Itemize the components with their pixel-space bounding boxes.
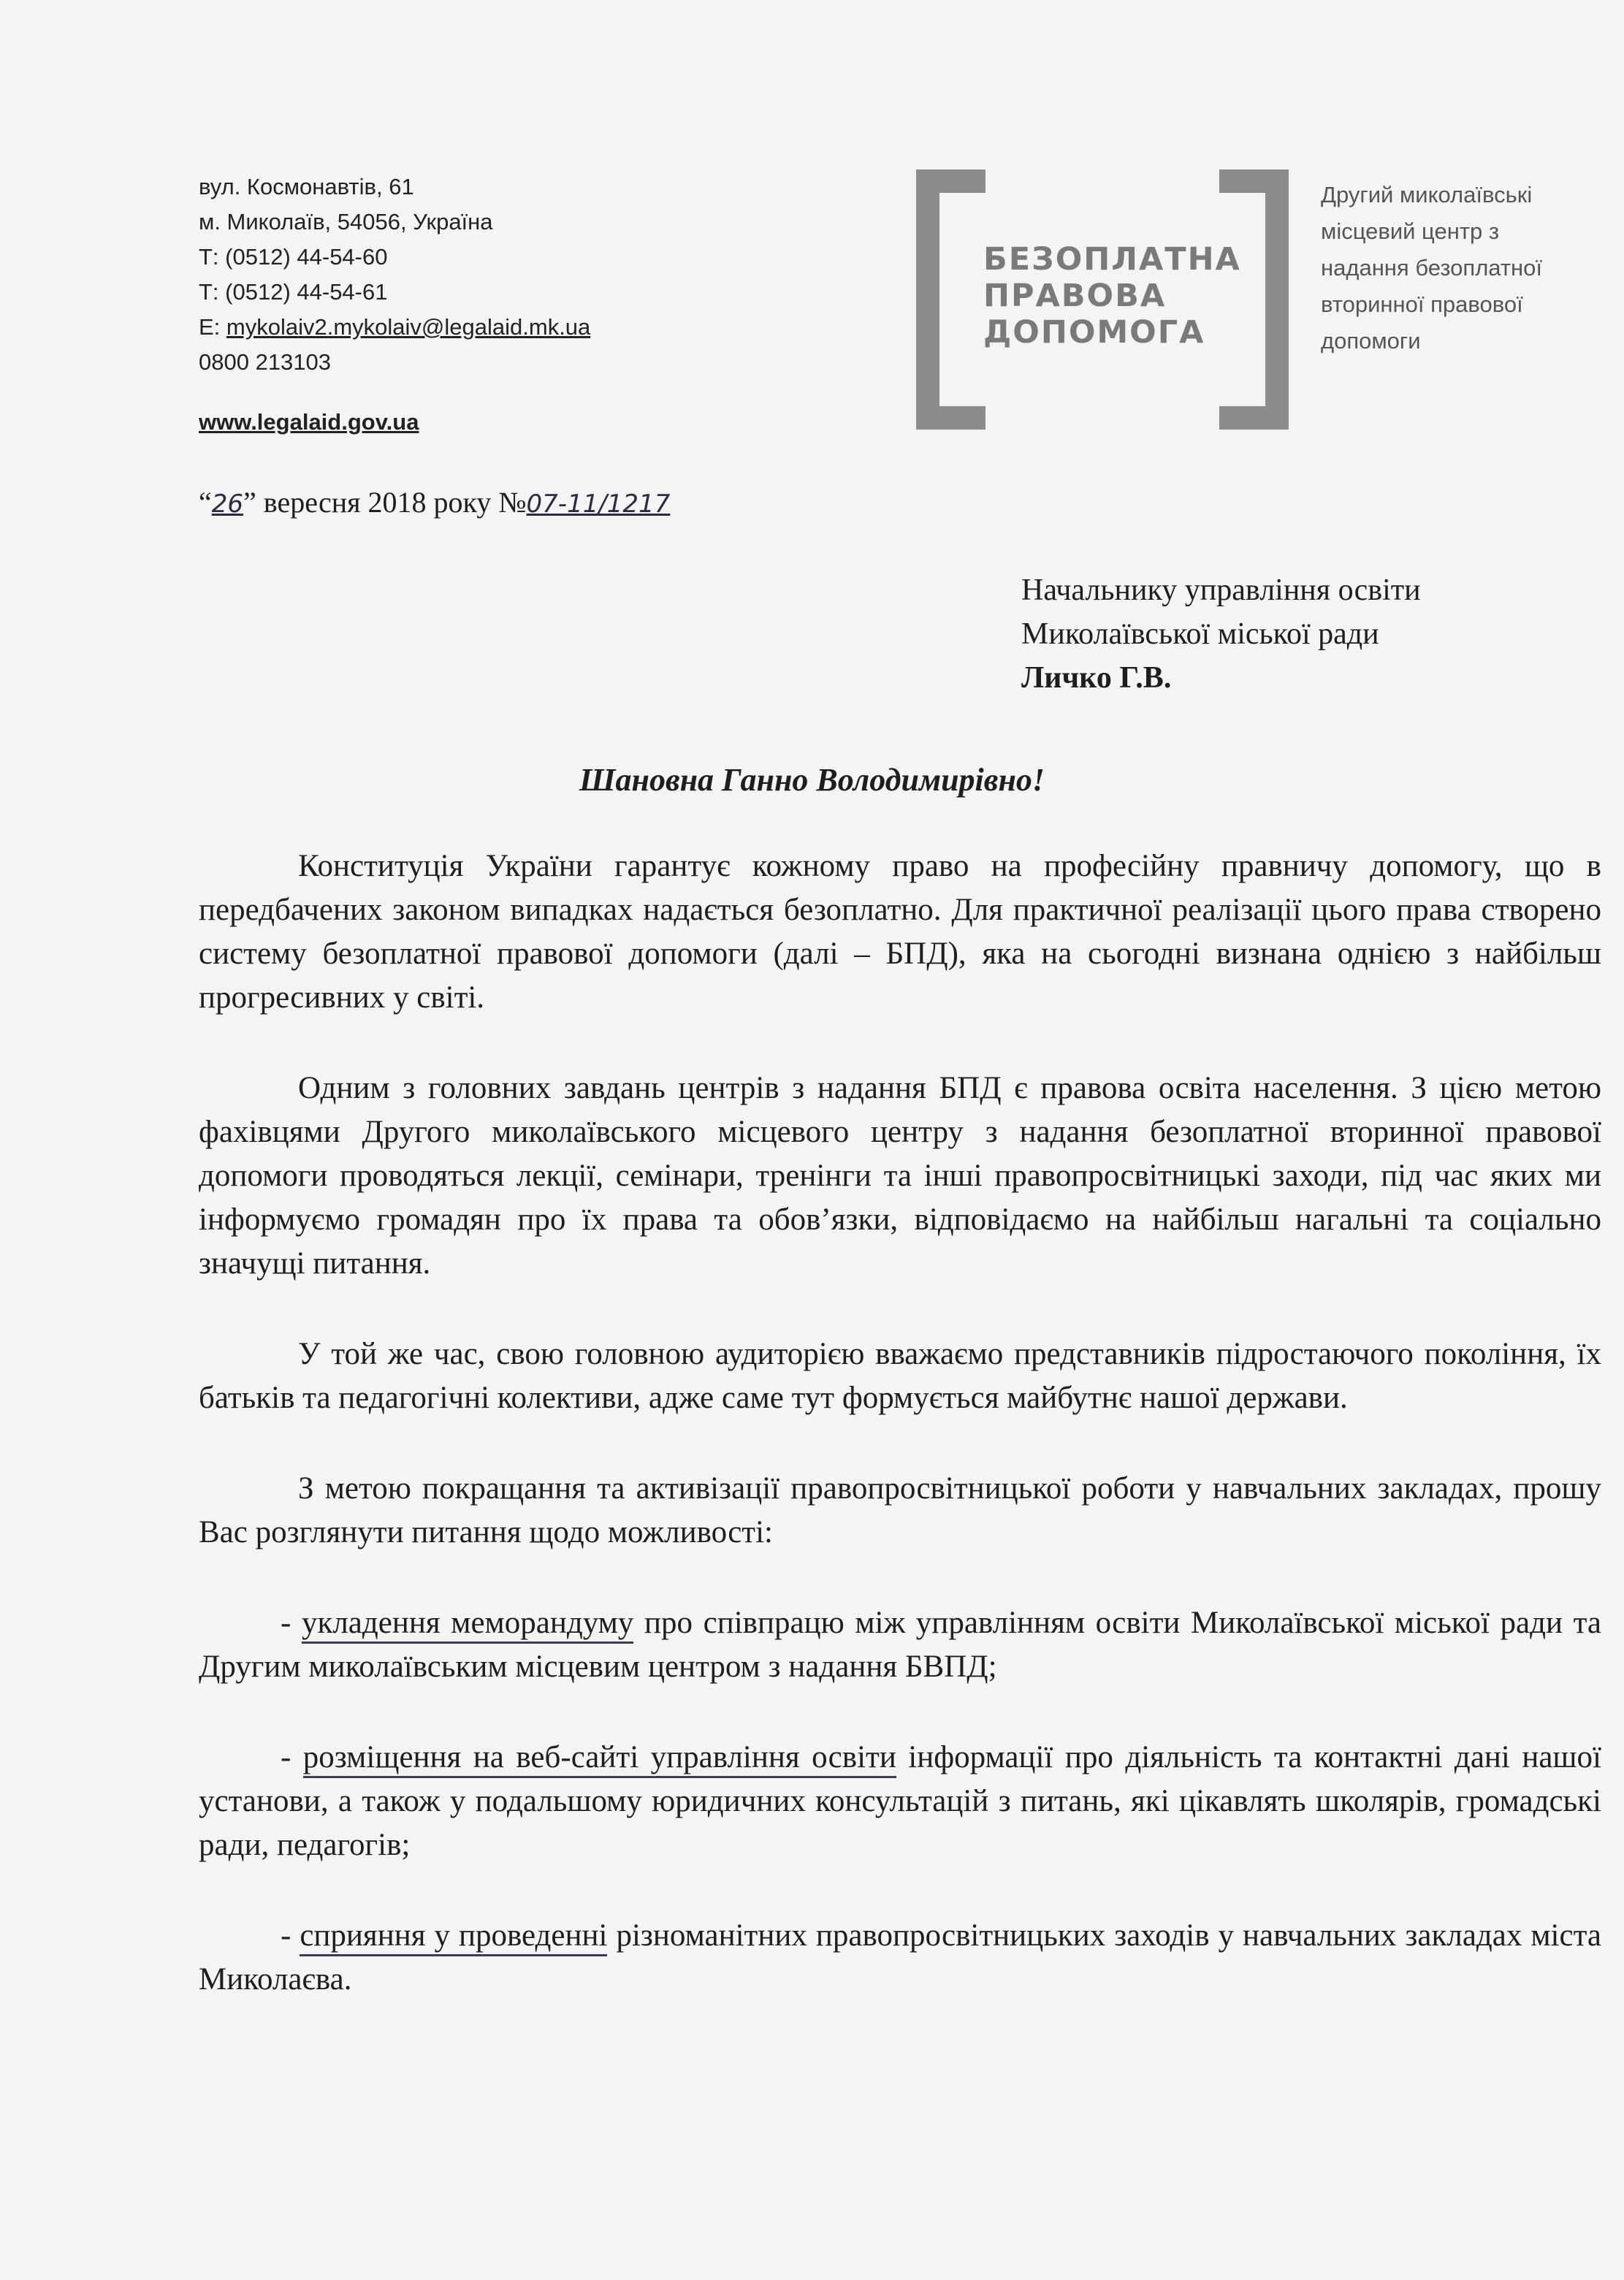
handwritten-underline-text: укладення меморандуму [302,1606,633,1644]
center-name-line: надання безоплатної [1321,255,1543,281]
paragraph-2: Одним з головних завдань центрів з надання БПД є правова освіта населення. З цією метою фахівцями Другого миколаївського місцевого центру з надання безоплатної вторинної правової допомоги проводяться лекції, семінари, тренінги та інші правопросвітницькі заходи, під час яких ми інформуємо громадян про їх права та обов’язки, відповідаємо на найбільш нагальні та соціально значущі питання. [199,1071,1601,1281]
item-dash: - [281,1606,302,1640]
request-item-memorandum [199,1601,1601,1689]
logo-line-3: ДОПОМОГА [983,314,1205,351]
contact-hotline: 0800 213103 [199,349,332,375]
item-text: різноманітних правопросвітницьких заходів у навчальних закладах міста Миколаєва. [199,1918,1601,1997]
letter-body [199,844,1601,2048]
date-open-quote: “ [199,486,212,519]
logo-wordmark [983,241,1241,351]
item-dash: - [281,1918,300,1953]
addressee-name: Личко Г.В. [1021,661,1172,695]
contact-email-link[interactable]: mykolaiv2.mykolaiv@legalaid.mk.ua [226,314,591,340]
center-name [1321,177,1542,359]
addressee-position: Начальнику управління освіти [1021,573,1421,607]
logo-bracket-right-icon [1219,169,1289,430]
contact-email-line [199,310,590,345]
contact-block [199,169,590,440]
logo-line-2: ПРАВОВА [983,278,1167,314]
logo-line-1: БЕЗОПЛАТНА [983,241,1241,278]
center-name-line: місцевий центр з [1321,218,1500,244]
logo-bracket-left-icon [916,169,986,430]
item-text: інформації про діяльність та контактні дані нашої установи, а також у подальшому юридичних консультацій з питань, які цікавлять школярів, громадські ради, педагогів; [199,1740,1601,1862]
request-item-events [199,1914,1601,2002]
item-dash: - [281,1740,303,1774]
contact-email-prefix: E: [199,314,226,340]
paragraph-1: Конституція України гарантує кожному право на професійну правничу допомогу, що в передбачених законом випадках надається безоплатно. Для практичної реалізації цього права створено систему безоплатної правової допомоги (далі – БПД), яка на сьогодні визнана однією з найбільш прогресивних у світі. [199,849,1601,1015]
paragraph-3: У той же час, свою головною аудиторією вважаємо представників підростаючого покоління, їх батьків та педагогічні колективи, адже саме тут формується майбутнє нашої держави. [199,1337,1601,1415]
center-name-line: вторинної правової [1321,291,1523,317]
legal-aid-logo [916,169,1289,432]
handwritten-reference-number: 07-11/1217 [526,489,671,519]
date-and-number-line [199,485,670,519]
date-close-quote: ” [243,486,256,519]
paragraph-4: З метою покращання та активізації правопросвітницької роботи у навчальних закладах, прошу Вас розглянути питання щодо можливості: [199,1471,1601,1549]
contact-city: м. Миколаїв, 54056, Україна [199,209,493,235]
addressee-block [1021,568,1421,700]
addressee-organization: Миколаївської міської ради [1021,617,1379,651]
website-link[interactable]: www.legalaid.gov.ua [199,409,419,435]
contact-phone-1: Т: (0512) 44-54-60 [199,244,388,270]
contact-street: вул. Космонавтів, 61 [199,174,414,199]
salutation: Шановна Ганно Володимирівно! [579,762,1045,798]
handwritten-underline-text: сприяння у проведенні [300,1918,607,1956]
handwritten-underline-text: розміщення на веб-сайті управління освіти [303,1740,896,1778]
center-name-line: допомоги [1321,328,1421,354]
contact-phone-2: Т: (0512) 44-54-61 [199,279,388,305]
handwritten-day: 26 [211,489,244,519]
request-item-website [199,1736,1601,1867]
item-text: про співпрацю між управлінням освіти Миколаївської міської ради та Другим миколаївським місцевим центром з надання БВПД; [199,1606,1601,1684]
date-month-year: вересня 2018 року № [256,486,527,519]
center-name-line: Другий миколаївські [1321,182,1533,207]
